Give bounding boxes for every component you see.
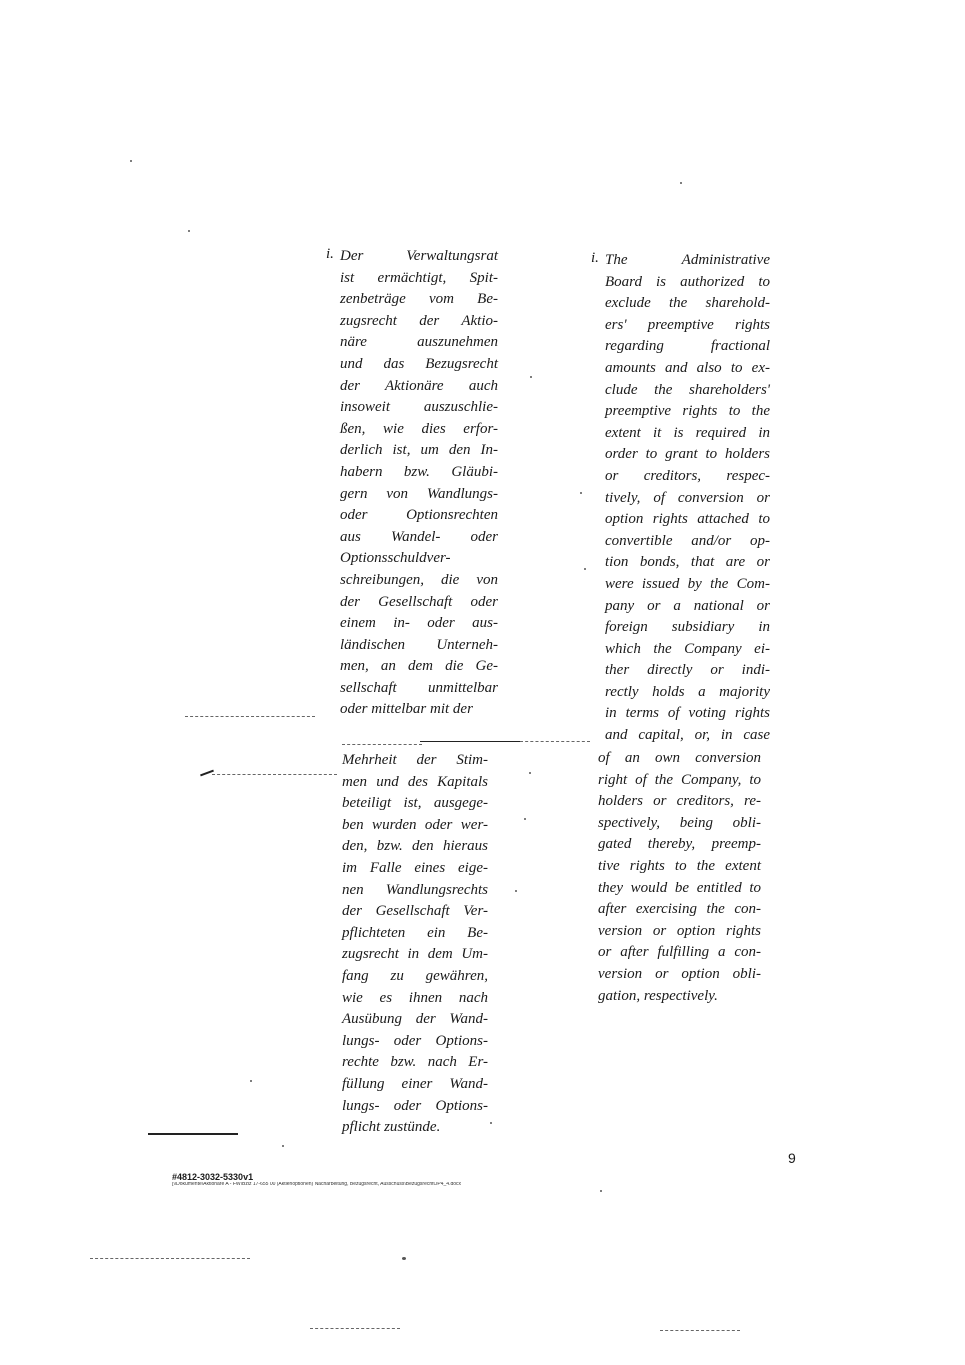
text-line: der Gesellschaft Ver- — [342, 903, 488, 920]
text-line: oder Optionsrechten — [340, 507, 498, 524]
text-line: order to grant to holders — [605, 446, 770, 463]
english-paragraph-part1 — [605, 250, 770, 747]
margin-mark — [200, 770, 214, 777]
scan-speck — [282, 1145, 284, 1147]
scan-speck — [402, 1257, 406, 1260]
text-line: right of the Company, to — [598, 771, 761, 788]
scan-dashes-bottom-3 — [660, 1330, 740, 1331]
text-line: einem in- oder aus- — [340, 615, 498, 632]
text-line: lungs- oder Options- — [342, 1032, 488, 1049]
page-break-dashes-left — [342, 744, 422, 745]
scan-dashes-margin — [212, 774, 337, 775]
text-line: version or option obli- — [598, 965, 761, 982]
text-line: derlich ist, um den In- — [340, 442, 498, 459]
text-line: men und des Kapitals — [342, 773, 488, 790]
text-line: foreign subsidiary in — [605, 619, 770, 636]
text-line: rectly holds a majority — [605, 683, 770, 700]
scan-speck — [529, 772, 531, 774]
text-line: zugsrecht der Aktio- — [340, 312, 498, 329]
text-line: tion bonds, that are or — [605, 554, 770, 571]
text-line: after exercising the con- — [598, 901, 761, 918]
text-line: Board is authorized to — [605, 273, 770, 290]
scan-speck — [600, 1190, 602, 1192]
text-line: Ausübung der Wand- — [342, 1011, 488, 1028]
german-paragraph-part1 — [340, 246, 498, 721]
text-line: amounts and also to ex- — [605, 359, 770, 376]
text-line: ther directly or indi- — [605, 662, 770, 679]
english-paragraph-part2 — [598, 748, 761, 1007]
text-line: extent it is required in — [605, 424, 770, 441]
scan-speck — [584, 568, 586, 570]
text-line: or creditors, respec- — [605, 467, 770, 484]
text-line: lungs- oder Options- — [342, 1097, 488, 1114]
text-line: und das Bezugsrecht — [340, 355, 498, 372]
text-line: näre auszunehmen — [340, 334, 498, 351]
scan-speck — [515, 890, 517, 892]
scan-dashes-bottom — [90, 1258, 250, 1259]
scan-speck — [530, 376, 532, 378]
text-line: tive rights to the extent — [598, 857, 761, 874]
text-line: ßen, wie dies erfor- — [340, 420, 498, 437]
text-line: fang zu gewähren, — [342, 967, 488, 984]
document-id: #4812-3032-5330v1 — [172, 1172, 254, 1182]
text-line: ländischen Unterneh- — [340, 636, 498, 653]
scan-speck — [524, 818, 526, 820]
text-line: preemptive rights to the — [605, 403, 770, 420]
scan-speck — [130, 160, 132, 162]
text-line: oder mittelbar mit der — [340, 701, 473, 718]
scan-dashes-left — [185, 716, 315, 717]
text-line: regarding fractional — [605, 338, 770, 355]
text-line: were issued by the Com- — [605, 575, 770, 592]
text-line: The Administrative — [605, 252, 770, 268]
english-item-marker: i. — [591, 250, 599, 266]
text-line: zugsrecht in dem Um- — [342, 946, 488, 963]
text-line: gated thereby, preemp- — [598, 836, 761, 853]
document-path: [\\Dokumente\Aktionäre A - FW\Bzlz 17-655 00 (Aktienoptionen) Nacharbeitung, Bezugsrecht, Ausschuss\BezugsrechtOP4_4.docx — [172, 1182, 462, 1187]
scan-dashes-bottom-2 — [310, 1328, 400, 1329]
text-line: ers' preemptive rights — [605, 316, 770, 333]
text-line: schreibungen, die von — [340, 571, 498, 588]
scan-speck — [490, 1122, 492, 1124]
page-break-dashes-right — [520, 741, 590, 742]
text-line: pflicht zustünde. — [342, 1119, 441, 1136]
text-line: option rights attached to — [605, 511, 770, 528]
scan-speck — [250, 1080, 252, 1082]
text-line: version or option rights — [598, 922, 761, 939]
text-line: gern von Wandlungs- — [340, 485, 498, 502]
text-line: den, bzw. den hieraus — [342, 838, 488, 855]
text-line: Der Verwaltungsrat — [340, 248, 498, 264]
text-line: im Falle eines eige- — [342, 859, 488, 876]
text-line: exclude the sharehold- — [605, 295, 770, 312]
text-line: wie es ihnen nach — [342, 989, 488, 1006]
scan-speck — [188, 230, 190, 232]
text-line: ben wurden oder wer- — [342, 816, 488, 833]
text-line: aus Wandel- oder — [340, 528, 498, 545]
german-item-marker: i. — [326, 246, 334, 262]
text-line: der Gesellschaft oder — [340, 593, 498, 610]
text-line: der Aktionäre auch — [340, 377, 498, 394]
text-line: habern bzw. Gläubi- — [340, 463, 498, 480]
text-line: in terms of voting rights — [605, 705, 770, 722]
text-line: of an own conversion — [598, 750, 761, 766]
text-line: men, an dem die Ge- — [340, 658, 498, 675]
text-line: Mehrheit der Stim- — [342, 752, 488, 768]
text-line: holders or creditors, re- — [598, 793, 761, 810]
text-line: pflichteten ein Be- — [342, 924, 488, 941]
text-line: füllung einer Wand- — [342, 1075, 488, 1092]
text-line: ist ermächtigt, Spit- — [340, 269, 498, 286]
text-line: and capital, or, in case — [605, 727, 770, 744]
text-line: gation, respectively. — [598, 987, 718, 1004]
text-line: clude the shareholders' — [605, 381, 770, 398]
text-line: spectively, being obli- — [598, 814, 761, 831]
text-line: or after fulfilling a con- — [598, 944, 761, 961]
text-line: pany or a national or — [605, 597, 770, 614]
text-line: zenbeträge vom Be- — [340, 291, 498, 308]
text-line: convertible and/or op- — [605, 532, 770, 549]
text-line: sellschaft unmittelbar — [340, 679, 498, 696]
scan-speck — [680, 182, 682, 184]
page-number: 9 — [788, 1150, 796, 1166]
text-line: tively, of conversion or — [605, 489, 770, 506]
text-line: nen Wandlungsrechts — [342, 881, 488, 898]
page-break-rule — [420, 741, 520, 742]
footnote-rule — [148, 1133, 238, 1135]
text-line: rechte bzw. nach Er- — [342, 1054, 488, 1071]
scan-speck — [580, 492, 582, 494]
text-line: insoweit auszuschlie- — [340, 399, 498, 416]
text-line: they would be entitled to — [598, 879, 761, 896]
german-paragraph-part2 — [342, 750, 488, 1139]
text-line: beteiligt ist, ausgege- — [342, 795, 488, 812]
text-line: which the Company ei- — [605, 640, 770, 657]
text-line: Optionsschuldver- — [340, 550, 451, 567]
